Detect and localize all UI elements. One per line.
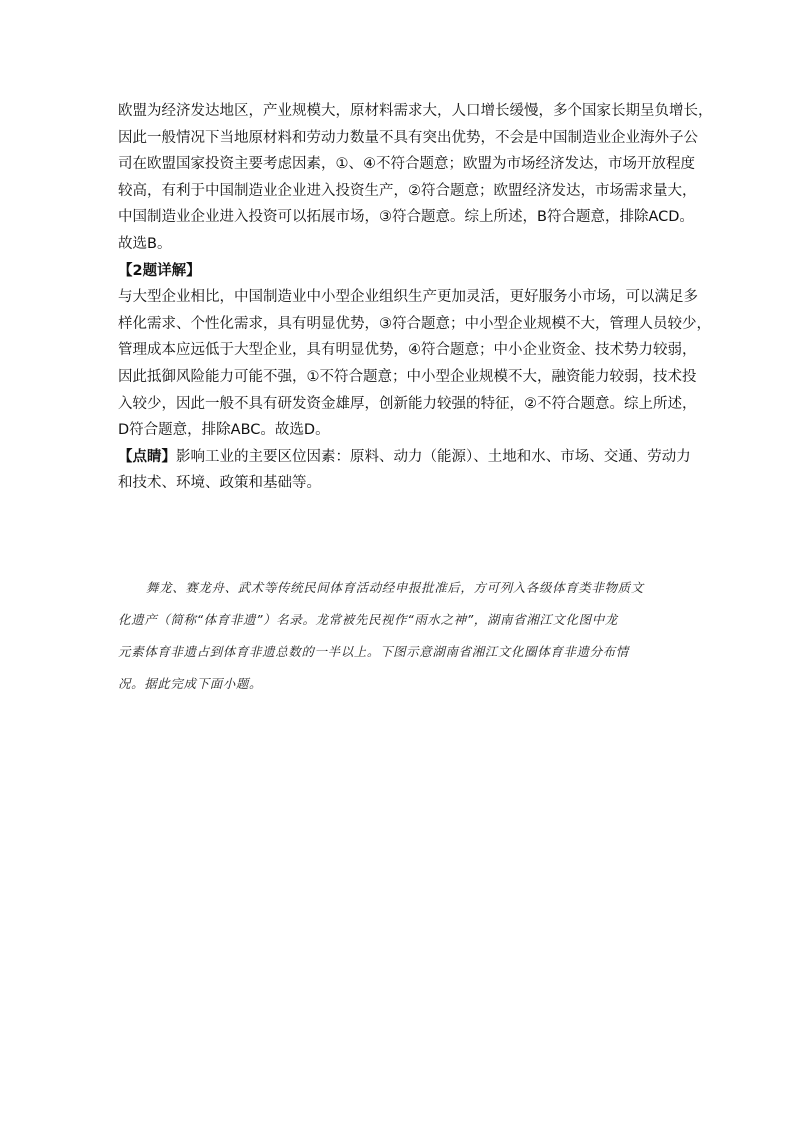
intro-line: 舞龙、赛龙舟、武术等传统民间体育活动经申报批准后，方可列入各级体育类非物质文 — [146, 580, 644, 595]
explanation-1-line: 因此一般情况下当地原材料和劳动力数量不具有突出优势，不会是中国制造业企业海外子公 — [118, 129, 698, 146]
explanation-2-line: 因此抵御风险能力可能不强，①不符合题意；中小型企业规模不大，融资能力较弱，技术投 — [118, 368, 697, 385]
explanation-2-line: 样化需求、个性化需求，具有明显优势，③符合题意；中小型企业规模不大，管理人员较少， — [118, 315, 711, 332]
dianjing-line-2: 和技术、环境、政策和基础等。 — [118, 475, 321, 492]
intro-line: 化遗产（简称“体育非遗”）名录。龙常被先民视作“雨水之神”，湖南省湘江文化图中龙 — [118, 612, 618, 627]
dianjing-label: 【点睛】 — [118, 448, 176, 465]
dianjing-text: 影响工业的主要区位因素：原料、动力（能源）、土地和水、市场、交通、劳动力 — [176, 448, 691, 465]
explanation-2-line: 入较少，因此一般不具有研发资金雄厚，创新能力较强的特征，②不符合题意。综上所述， — [118, 395, 697, 412]
section-2-heading: 【2题详解】 — [118, 262, 201, 279]
intro-line: 元素体育非遗占到体育非遗总数的一半以上。下图示意湖南省湘江文化圈体育非遗分布情 — [118, 644, 629, 659]
dianjing-line-1 — [118, 444, 691, 471]
explanation-1-line: 司在欧盟国家投资主要考虑因素，①、④不符合题意；欧盟为市场经济发达，市场开放程度 — [118, 156, 695, 173]
intro-line: 况。据此完成下面小题。 — [118, 676, 263, 691]
explanation-1-line: 中国制造业企业进入投资可以拓展市场，③符合题意。综上所述，B符合题意，排除ACD。 — [118, 209, 694, 226]
question-intro — [118, 572, 684, 700]
explanation-1-line: 较高，有利于中国制造业企业进入投资生产，②符合题意；欧盟经济发达，市场需求量大， — [118, 182, 697, 199]
explanation-2-line: 管理成本应远低于大型企业，具有明显优势，④符合题意；中小企业资金、技术势力较弱， — [118, 342, 697, 359]
explanation-2-line: 与大型企业相比，中国制造业中小型企业组织生产更加灵活，更好服务小市场，可以满足多 — [118, 289, 698, 306]
answer-explanation — [118, 98, 713, 497]
explanation-2-line: D符合题意，排除ABC。故选D。 — [118, 422, 330, 439]
explanation-1-line: 故选B。 — [118, 235, 172, 252]
explanation-1-line: 欧盟为经济发达地区，产业规模大，原材料需求大，人口增长缓慢，多个国家长期呈负增长， — [118, 103, 713, 119]
